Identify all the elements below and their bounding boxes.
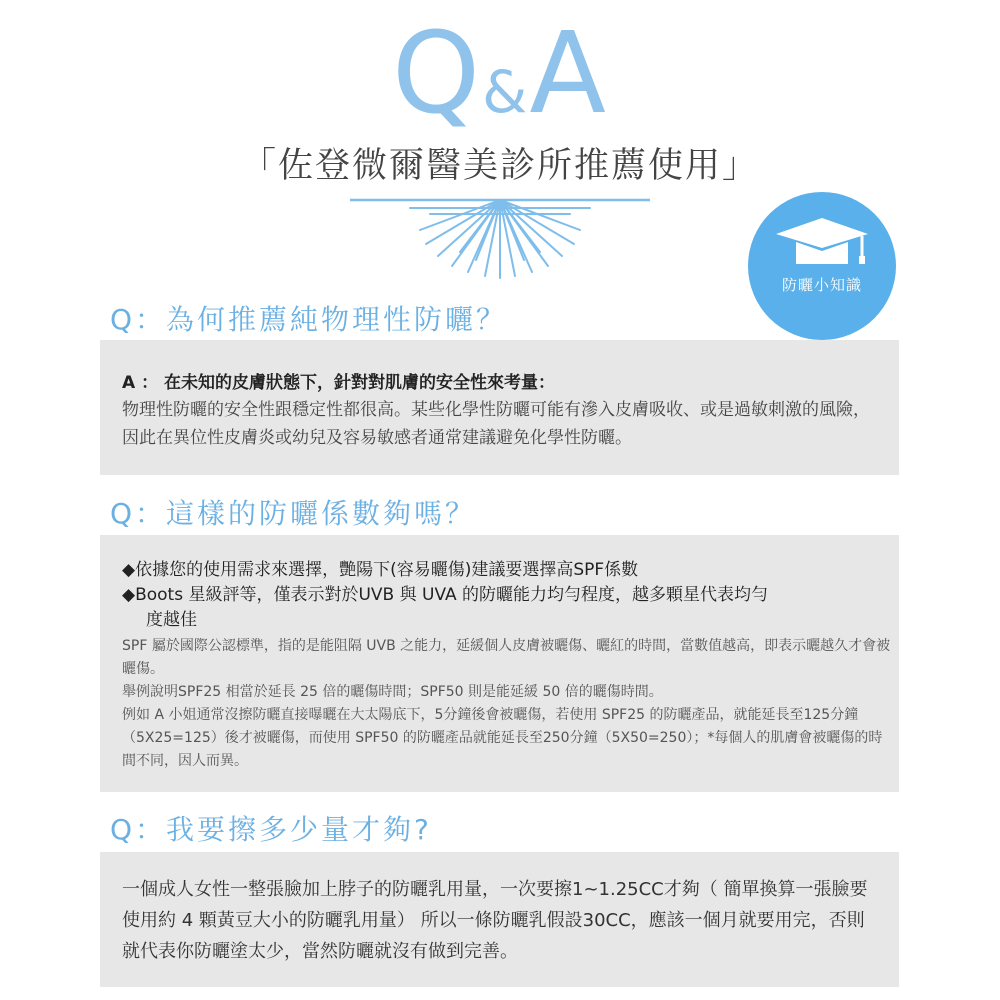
answer-1-lead: A ： 在未知的皮膚狀態下，針對對肌膚的安全性來考量： — [122, 373, 555, 393]
qa-letter-a: A — [529, 9, 608, 139]
answer-3-body: 一個成人女性一整張臉加上脖子的防曬乳用量，一次要擦1~1.25CC才夠（ 簡單換算一張臉要使用約 4 顆黃豆大小的防曬乳用量） 所以一條防曬乳假設30CC，應該一個月就要用完，否則就代表你防曬塗太少，當然防曬就沒有做到完善。 — [122, 879, 868, 962]
qa-letter-q: Q — [391, 9, 483, 139]
sunscreen-knowledge-badge — [748, 192, 896, 340]
sun-rays-icon — [350, 190, 650, 280]
answer-2-bullet-2-line-2: 度越佳 — [146, 610, 197, 630]
answer-box-3 — [100, 852, 899, 987]
answer-2-bullet-2-line-1: ◆Boots 星級評等，僅表示對於UVB 與 UVA 的防曬能力均勻程度，越多顆星代表均勻 — [122, 585, 769, 605]
qa-ampersand: & — [482, 58, 530, 126]
answer-2-bullet-1: ◆依據您的使用需求來選擇，艷陽下(容易曬傷)建議要選擇高SPF係數 — [122, 560, 639, 580]
answer-box-1 — [100, 340, 899, 475]
answer-2-detail: SPF 屬於國際公認標準，指的是能阻隔 UVB 之能力，延緩個人皮膚被曬傷、曬紅的時間，當數值越高，即表示曬越久才會被曬傷。 舉例說明SPF25 相當於延長 25 倍的曬傷時間；SPF50 則是能延緩 50 倍的曬傷時間。 例如 A 小姐通常沒擦防曬直接曝曬在大太陽底下，5分鐘後會被曬傷，若使用 SPF25 的防曬產品，就能延長至125分鐘（5X25=125）後才被曬傷，而使用 SPF50 的防曬產品就能延長至250分鐘（5X50=250）；*每個人的肌膚會被曬傷的時間不同，因人而異。 — [122, 638, 891, 769]
answer-box-2 — [100, 535, 899, 792]
badge-label: 防曬小知識 — [781, 276, 862, 294]
qa-heading — [0, 9, 1000, 139]
question-1: Q：為何推薦純物理性防曬？ — [110, 303, 508, 336]
graduation-cap-icon — [770, 214, 874, 274]
question-2: Q：這樣的防曬係數夠嗎？ — [110, 497, 477, 530]
question-3: Q：我要擦多少量才夠? — [110, 813, 432, 846]
answer-2-bullet-2 — [122, 583, 882, 633]
page-subtitle: 「佐登微爾醫美診所推薦使用」 — [240, 146, 759, 186]
answer-1-body: 物理性防曬的安全性跟穩定性都很高。某些化學性防曬可能有滲入皮膚吸收、或是過敏刺激的風險，因此在異位性皮膚炎或幼兒及容易敏感者通常建議避免化學性防曬。 — [122, 400, 870, 448]
